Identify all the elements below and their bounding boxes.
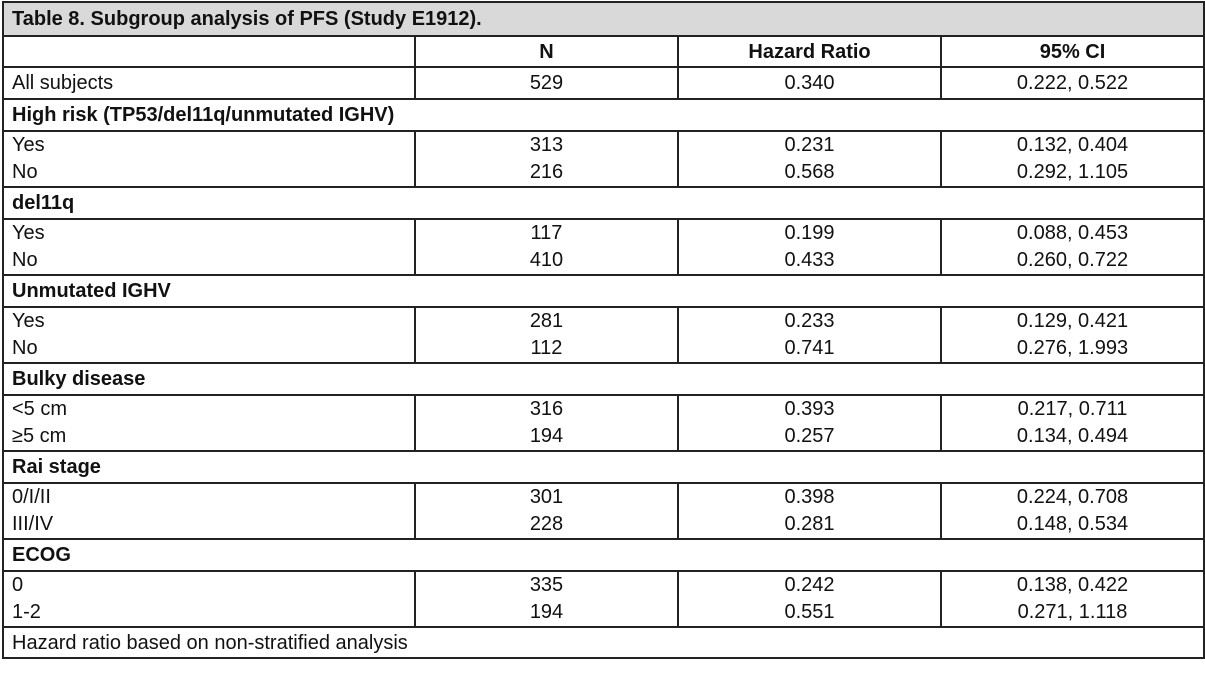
row-label: 0	[12, 574, 24, 596]
subgroup-heading-row	[3, 451, 1204, 483]
row-label-group	[3, 307, 415, 363]
ci-cell: 0.276, 1.993	[1016, 337, 1129, 359]
row-label-group	[3, 571, 415, 627]
subgroup-heading: Bulky disease	[3, 363, 1204, 395]
ci-cell-group	[941, 307, 1204, 363]
column-header-n: N	[415, 36, 678, 67]
subgroup-heading: Unmutated IGHV	[3, 275, 1204, 307]
hazard-ratio-cell: 0.199	[784, 222, 835, 244]
hazard-ratio-cell: 0.398	[784, 486, 835, 508]
subgroup-heading: Rai stage	[3, 451, 1204, 483]
subgroup-heading-row	[3, 187, 1204, 219]
ci-cell: 0.222, 0.522	[941, 67, 1204, 99]
row-label: <5 cm	[12, 398, 68, 420]
row-label-group	[3, 131, 415, 187]
hazard-ratio-cell: 0.257	[784, 425, 835, 447]
row-label: No	[12, 249, 38, 271]
row-label: No	[12, 161, 38, 183]
hazard-ratio-cell: 0.433	[784, 249, 835, 271]
n-cell: 313	[529, 134, 564, 156]
n-cell: 228	[529, 513, 564, 535]
n-cell: 410	[529, 249, 564, 271]
row-label: ≥5 cm	[12, 425, 67, 447]
row-label: 1-2	[12, 601, 41, 623]
row-label: 0/I/II	[12, 486, 51, 508]
hazard-ratio-cell: 0.741	[784, 337, 835, 359]
subgroup-heading: del11q	[3, 187, 1204, 219]
ci-cell: 0.224, 0.708	[1016, 486, 1129, 508]
hazard-ratio-cell-group	[678, 131, 941, 187]
hazard-ratio-cell: 0.231	[784, 134, 835, 156]
hazard-ratio-cell: 0.393	[784, 398, 835, 420]
n-cell-group	[415, 571, 678, 627]
n-cell: 112	[530, 337, 563, 359]
subgroup-heading: ECOG	[3, 539, 1204, 571]
hazard-ratio-cell: 0.242	[784, 574, 835, 596]
ci-cell-group	[941, 219, 1204, 275]
column-header-ci: 95% CI	[941, 36, 1204, 67]
ci-cell: 0.148, 0.534	[1016, 513, 1129, 535]
subgroup-heading-row	[3, 99, 1204, 131]
hazard-ratio-cell: 0.233	[784, 310, 835, 332]
n-cell-group	[415, 395, 678, 451]
ci-cell: 0.271, 1.118	[1017, 601, 1128, 623]
table-footnote: Hazard ratio based on non-stratified analysis	[3, 627, 1204, 658]
column-header-label	[3, 36, 415, 67]
n-cell: 117	[530, 222, 563, 244]
n-cell: 194	[529, 601, 564, 623]
n-cell-group	[415, 219, 678, 275]
subgroup-heading-row	[3, 539, 1204, 571]
row-label: No	[12, 337, 38, 359]
ci-cell: 0.088, 0.453	[1016, 222, 1129, 244]
column-header-hazard-ratio: Hazard Ratio	[678, 36, 941, 67]
n-cell: 194	[529, 425, 564, 447]
n-cell: 301	[529, 486, 564, 508]
n-cell: 216	[529, 161, 564, 183]
row-label-group	[3, 483, 415, 539]
n-cell: 281	[529, 310, 564, 332]
ci-cell-group	[941, 571, 1204, 627]
column-header-row	[3, 36, 1204, 67]
row-label: III/IV	[12, 513, 54, 535]
ci-cell: 0.138, 0.422	[1016, 574, 1129, 596]
subgroup-pfs-table	[2, 1, 1205, 659]
hazard-ratio-cell: 0.568	[784, 161, 835, 183]
row-label: Yes	[12, 310, 45, 332]
hazard-ratio-cell-group	[678, 571, 941, 627]
subgroup-heading: High risk (TP53/del11q/unmutated IGHV)	[3, 99, 1204, 131]
row-label-group	[3, 219, 415, 275]
subgroup-values-row	[3, 307, 1204, 363]
subgroup-values-row	[3, 131, 1204, 187]
ci-cell: 0.134, 0.494	[1016, 425, 1129, 447]
ci-cell-group	[941, 131, 1204, 187]
all-subjects-row	[3, 67, 1204, 99]
subgroup-values-row	[3, 395, 1204, 451]
row-label: Yes	[12, 134, 45, 156]
n-cell-group	[415, 307, 678, 363]
hazard-ratio-cell: 0.281	[784, 513, 835, 535]
ci-cell-group	[941, 395, 1204, 451]
ci-cell: 0.292, 1.105	[1016, 161, 1129, 183]
ci-cell: 0.260, 0.722	[1016, 249, 1129, 271]
subgroup-values-row	[3, 483, 1204, 539]
ci-cell-group	[941, 483, 1204, 539]
subgroup-heading-row	[3, 363, 1204, 395]
subgroup-values-row	[3, 219, 1204, 275]
hazard-ratio-cell: 0.340	[678, 67, 941, 99]
n-cell: 316	[529, 398, 564, 420]
row-label: All subjects	[3, 67, 415, 99]
footnote-row	[3, 627, 1204, 658]
table-title: Table 8. Subgroup analysis of PFS (Study E1912).	[3, 2, 1204, 36]
n-cell: 529	[415, 67, 678, 99]
n-cell-group	[415, 131, 678, 187]
hazard-ratio-cell-group	[678, 395, 941, 451]
ci-cell: 0.129, 0.421	[1016, 310, 1129, 332]
n-cell-group	[415, 483, 678, 539]
subgroup-heading-row	[3, 275, 1204, 307]
hazard-ratio-cell-group	[678, 219, 941, 275]
ci-cell: 0.132, 0.404	[1016, 134, 1129, 156]
ci-cell: 0.217, 0.711	[1017, 398, 1128, 420]
hazard-ratio-cell-group	[678, 307, 941, 363]
row-label-group	[3, 395, 415, 451]
hazard-ratio-cell: 0.551	[784, 601, 835, 623]
n-cell: 335	[529, 574, 564, 596]
subgroup-values-row	[3, 571, 1204, 627]
hazard-ratio-cell-group	[678, 483, 941, 539]
row-label: Yes	[12, 222, 45, 244]
table-title-row	[3, 2, 1204, 36]
